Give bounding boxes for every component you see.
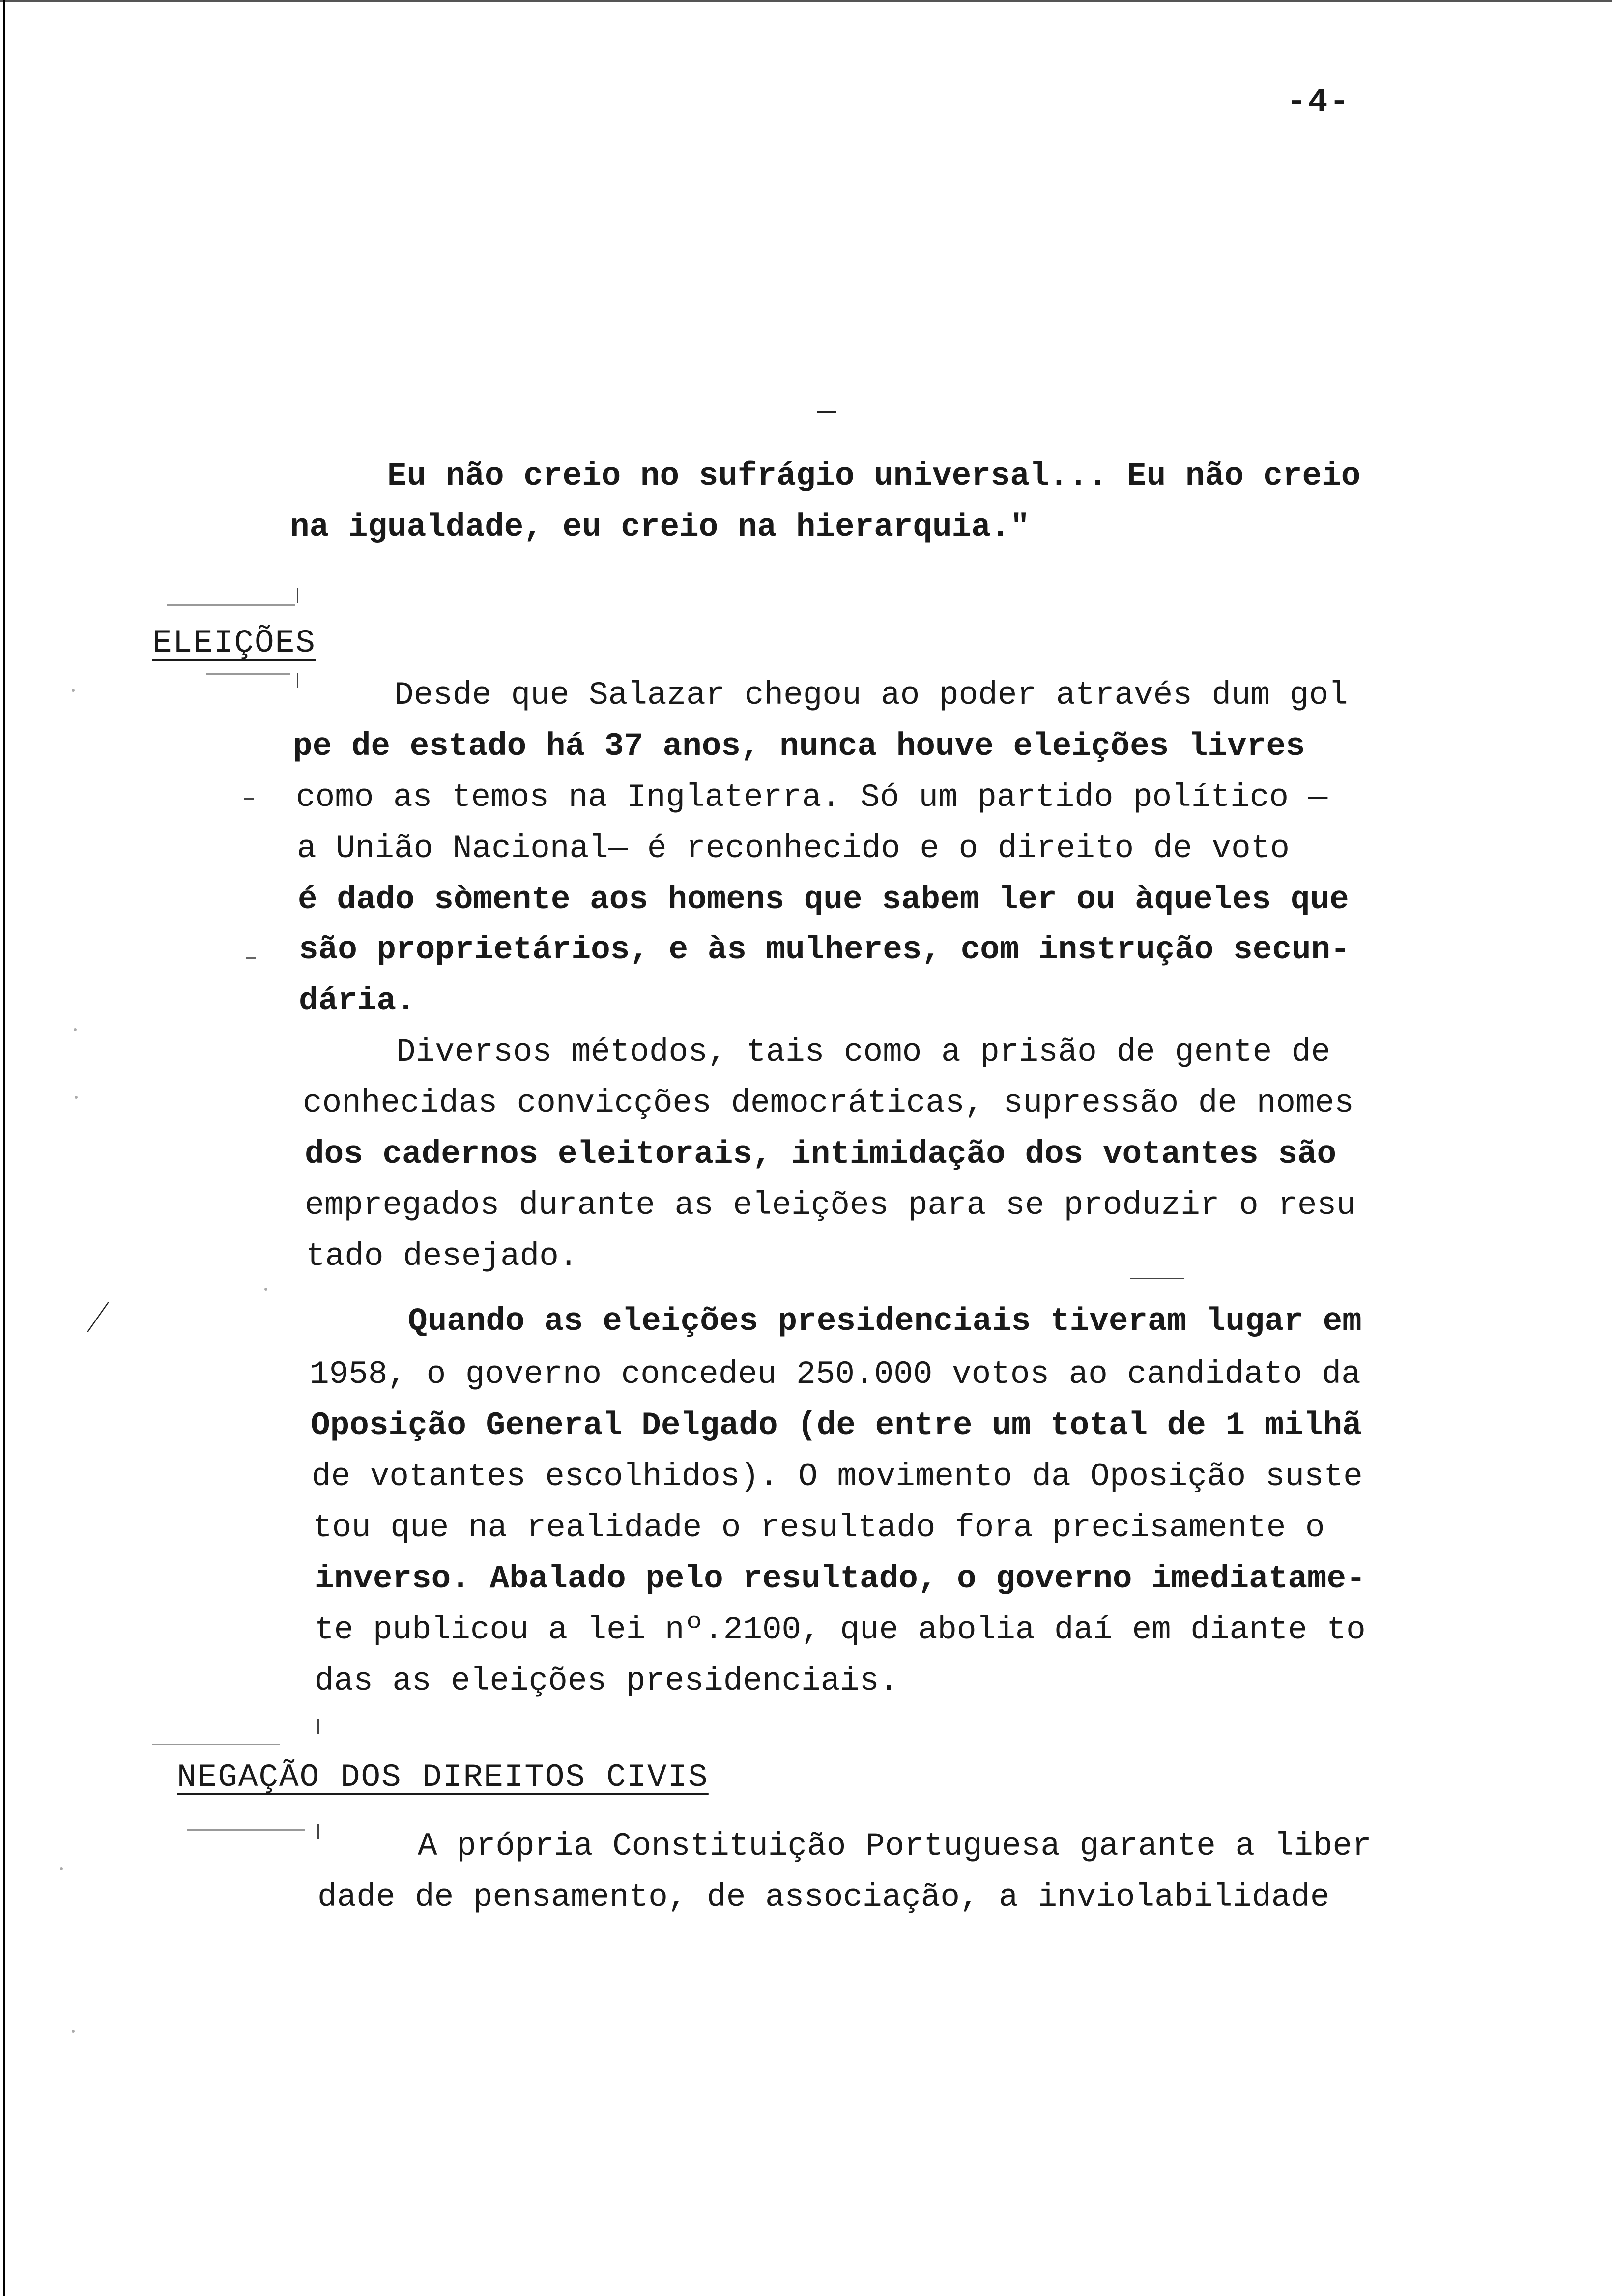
scan-speck — [264, 1288, 267, 1291]
paragraph-line: são proprietários, e às mulheres, com instrução secun- — [299, 931, 1350, 968]
quote-line: Eu não creio no sufrágio universal... Eu não creio — [387, 458, 1361, 494]
paragraph-line: A própria Constituição Portuguesa garante a liber — [418, 1828, 1372, 1865]
paragraph-line: tado desejado. — [306, 1238, 578, 1275]
paragraph-line: pe de estado há 37 anos, nunca houve eleições livres — [293, 728, 1305, 765]
margin-bar — [317, 1719, 319, 1734]
paragraph-line: dária. — [299, 982, 416, 1019]
paragraph-line: inverso. Abalado pelo resultado, o governo imediatame- — [315, 1560, 1366, 1597]
scan-speck — [60, 1867, 63, 1870]
page-top-edge — [0, 0, 1612, 2]
scan-speck — [72, 2030, 75, 2033]
section-heading-negacao: NEGAÇÃO DOS DIREITOS CIVIS — [177, 1759, 709, 1796]
margin-bar — [317, 1824, 319, 1839]
paragraph-line: tou que na realidade o resultado fora precisamente o — [313, 1509, 1325, 1546]
paragraph-line: conhecidas convicções democráticas, supressão de nomes — [303, 1085, 1354, 1121]
paragraph-line: dade de pensamento, de associação, a inviolabilidade — [317, 1879, 1330, 1916]
paragraph-line: de votantes escolhidos). O movimento da Oposição suste — [312, 1458, 1363, 1495]
scan-speck — [244, 798, 254, 800]
margin-tick — [152, 1744, 280, 1745]
paragraph-line: dos cadernos eleitorais, intimidação dos votantes são — [305, 1136, 1337, 1173]
margin-bar — [297, 673, 298, 688]
section-heading-eleicoes: ELEIÇÕES — [152, 625, 316, 661]
margin-tick — [167, 604, 295, 606]
scan-speck — [72, 689, 75, 692]
margin-pencil-stroke — [87, 1302, 129, 1332]
paragraph-line: 1958, o governo concedeu 250.000 votos ao candidato da — [310, 1356, 1361, 1393]
page-left-edge — [3, 0, 5, 2296]
page-number: -4- — [1287, 84, 1351, 120]
paragraph-line: Quando as eleições presidenciais tiveram lugar em — [408, 1303, 1362, 1340]
scan-speck — [74, 1028, 77, 1031]
margin-tick — [187, 1829, 305, 1831]
paragraph-line: Diversos métodos, tais como a prisão de gente de — [396, 1033, 1331, 1070]
paragraph-line: como as temos na Inglaterra. Só um partido político — — [296, 779, 1328, 816]
paragraph-line: a União Nacional— é reconhecido e o direito de voto — [297, 830, 1290, 867]
margin-tick — [1130, 1278, 1184, 1279]
paragraph-line: é dado sòmente aos homens que sabem ler ou àqueles que — [298, 881, 1349, 918]
scan-speck — [246, 957, 256, 959]
paragraph-line: Oposição General Delgado (de entre um total de 1 milhã — [311, 1407, 1362, 1444]
paragraph-line: Desde que Salazar chegou ao poder através dum gol — [394, 677, 1348, 714]
paragraph-line: das as eleições presidenciais. — [315, 1663, 899, 1699]
scan-speck — [75, 1096, 78, 1099]
margin-tick — [206, 673, 290, 675]
quote-line: na igualdade, eu creio na hierarquia." — [290, 509, 1030, 545]
margin-bar — [297, 588, 298, 603]
paragraph-line: empregados durante as eleições para se produzir o resu — [305, 1187, 1356, 1224]
stray-dash-mark — [817, 411, 836, 413]
paragraph-line: te publicou a lei nº.2100, que abolia daí em diante to — [315, 1611, 1366, 1648]
